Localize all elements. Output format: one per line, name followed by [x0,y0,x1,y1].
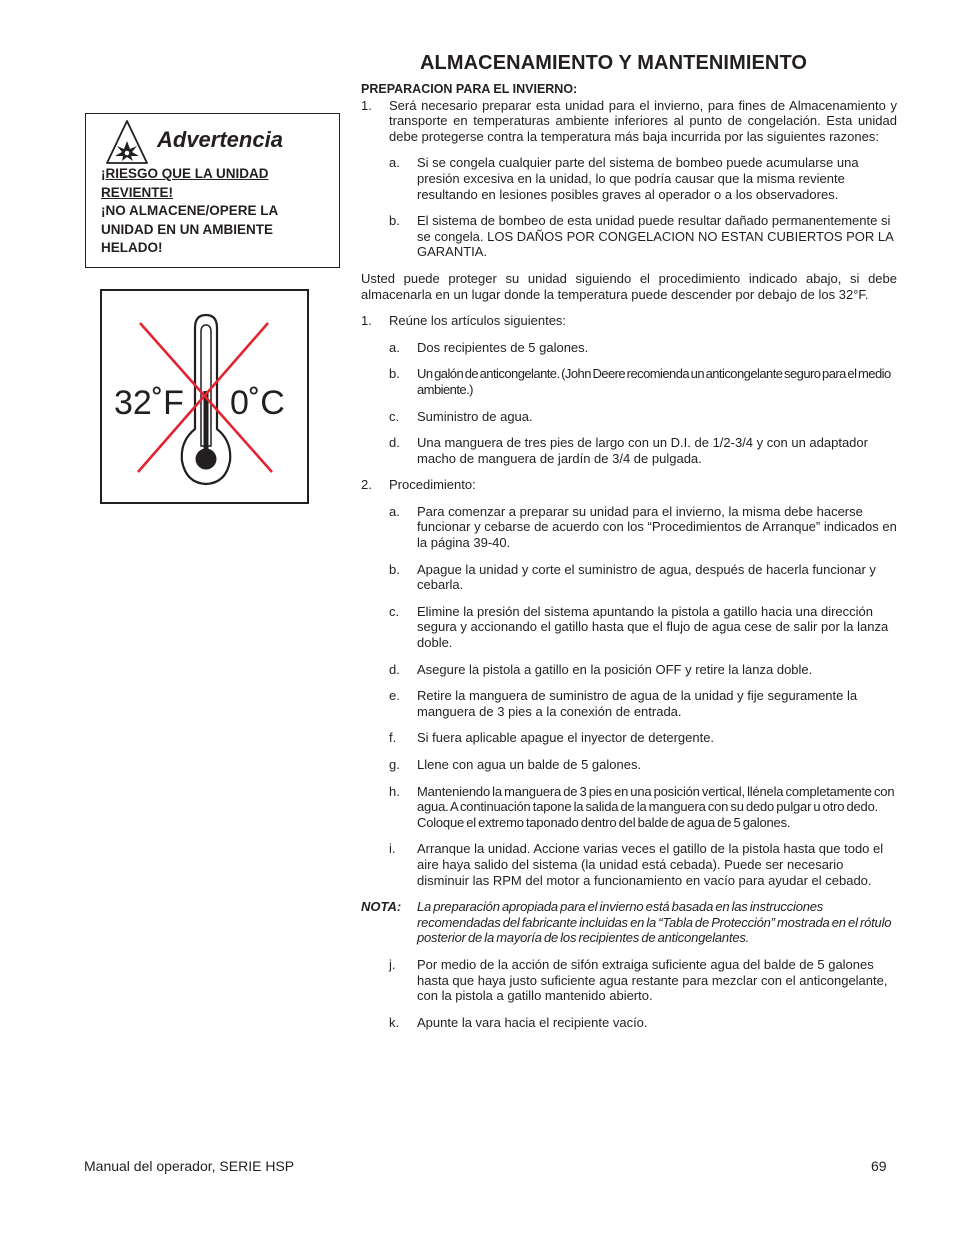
list-item: b. Un galón de anticongelante. (John Deere recomienda un anticongelante seguro para el medio ambiente.) [389,366,891,397]
list-item: f. Si fuera aplicable apague el inyector de detergente. [389,730,715,746]
fahrenheit-label: 32˚F [114,384,184,422]
list-item: b. El sistema de bombeo de esta unidad puede resultar dañado permanentemente si se congela. LOS DAÑOS POR CONGELACION NO ESTAN CUBIERTOS POR LA GARANTIA. [389,213,894,260]
celsius-label: 0˚C [230,384,285,422]
warning-risk: ¡RIESGO QUE LA UNIDAD REVIENTE! [101,166,269,200]
list-item: i. Arranque la unidad. Accione varias veces el gatillo de la pistola hasta que todo el aire haya salido del sistema (la unidad está cebada). Puede ser necesario disminuir las RPM del motor a funcionamiento en vacío para ayudar el cebado. [389,841,884,888]
list-item: j. Por medio de la acción de sifón extraiga suficiente agua del balde de 5 galones hasta que haya justo suficiente agua restante para mezclar con el anticongelante, con la pistola a gatillo mantenido abierto. [389,956,888,1004]
warning-heading: Advertencia [157,127,283,152]
list-item: a. Dos recipientes de 5 galones. [389,339,589,355]
note-label: NOTA: [361,899,402,915]
main-content [361,82,897,1030]
list-item: c. Suministro de agua. [389,408,533,424]
list-item: b. Apague la unidad y corte el suministro de agua, después de hacerla funcionar y cebarla. [389,561,876,593]
numbered-item: 1. Reúne los artículos siguientes: [361,313,567,329]
item-number: 1. [361,97,372,113]
list-item: a. Para comenzar a preparar su unidad para el invierno, la misma debe hacerse funcionar y cebarse de acuerdo con los “Procedimientos de Arranque” indicados en la página 39-40. [389,503,897,551]
warning-message: ¡NO ALMACENE/OPERE LA UNIDAD EN UN AMBIENTE HELADO! [101,203,278,255]
list-item: a. Si se congela cualquier parte del sistema de bombeo puede acumularse una presión excesiva en la unidad, lo que podría causar que la misma reviente resultando en lesiones posibles graves al operador o a los observadores. [389,155,859,202]
numbered-item [361,98,897,145]
crossed-thermometer-icon [102,291,306,501]
numbered-item: 2. Procedimiento: [361,477,476,493]
item-text: Será necesario preparar esta unidad para el invierno, para fines de Almacenamiento y transporte en temperaturas ambiente inferiores al punto de congelación. Esta unidad debe protegerse contra la temperatura más baja incurrida por las siguientes razones: [389,97,897,144]
list-item: e. Retire la manguera de suministro de agua de la unidad y fije seguramente la manguera de 3 pies a la conexión de entrada. [389,688,858,719]
paragraph: Usted puede proteger su unidad siguiendo el procedimiento indicado abajo, si debe almacenarla en un lugar donde la temperatura puede descender por debajo de los 32°F. [361,270,897,302]
footer-manual-title: Manual del operador, SERIE HSP [84,1158,295,1174]
list-item: d. Una manguera de tres pies de largo con un D.I. de 1/2-3/4 y con un adaptador macho de manguera de jardín de 3/4 de pulgada. [389,435,868,466]
list-item: g. Llene con agua un balde de 5 galones. [389,757,642,772]
section-heading: PREPARACION PARA EL INVIERNO: [361,82,578,96]
note-text: La preparación apropiada para el invierno está basada en las instrucciones recomendadas del fabricante incluidas en la “Tabla de Protección” mostrada en el rótulo posterior de la mayoría de los recipientes de anticongelantes. [417,899,892,946]
list-item: d. Asegure la pistola a gatillo en la posición OFF y retire la lanza doble. [389,661,813,677]
page-number: 69 [871,1158,887,1174]
note [361,899,897,946]
list-item: k. Apunte la vara hacia el recipiente vacío. [389,1014,648,1030]
list-item: c. Elimine la presión del sistema apuntando la pistola a gatillo hacia una dirección segura y accionando el gatillo hasta que el flujo de agua cese de salir por la lanza doble. [389,603,889,651]
list-item: h. Manteniendo la manguera de 3 pies en una posición vertical, llénela completamente con agua. A continuación tapone la salida de la manguera con su dedo pulgar u otro dedo. Coloque el extremo taponado dentro del balde de agua de 5 galones. [389,783,895,830]
thermometer-figure [100,289,309,504]
explosion-warning-icon [105,119,149,170]
page-title: ALMACENAMIENTO Y MANTENIMIENTO [420,52,808,74]
